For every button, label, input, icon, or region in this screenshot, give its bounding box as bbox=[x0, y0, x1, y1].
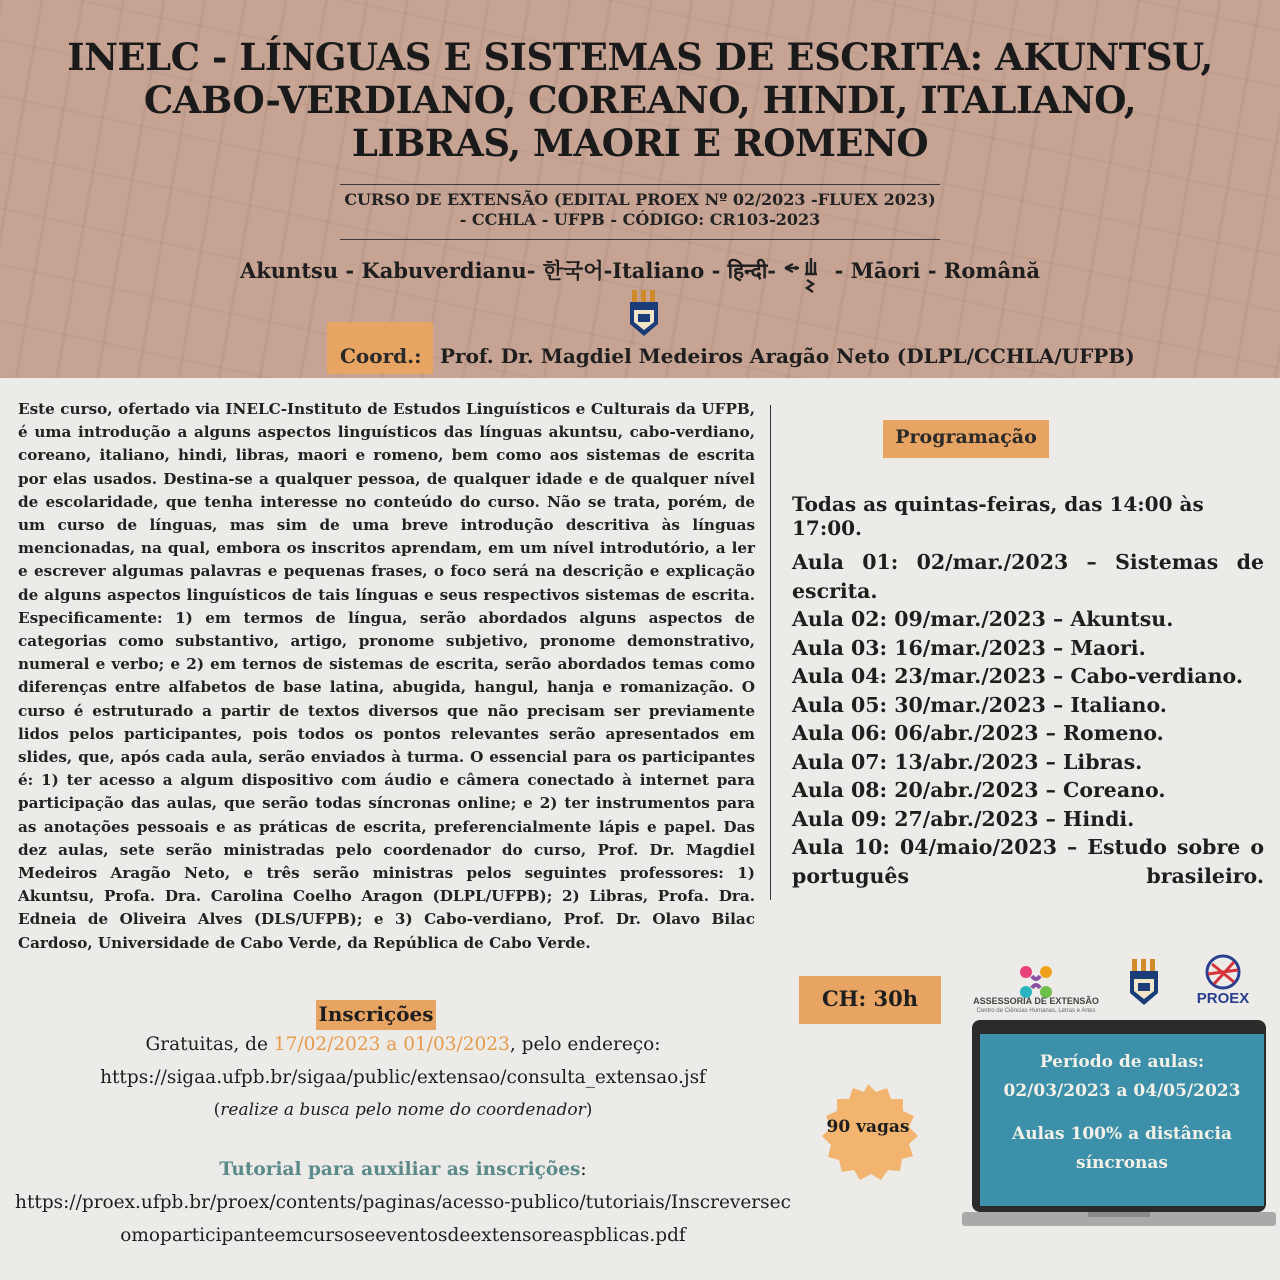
inscricoes-url-link[interactable]: https://sigaa.ufpb.br/sigaa/public/extensao/consulta_extensao.jsf bbox=[100, 1067, 706, 1088]
coordinator-name: Prof. Dr. Magdiel Medeiros Aragão Neto (DLPL/CCHLA/UFPB) bbox=[440, 344, 1135, 368]
schedule-item: Aula 06: 06/abr./2023 – Romeno. bbox=[792, 721, 1164, 745]
languages-last: - Māori - Română bbox=[827, 258, 1041, 283]
ch-badge: CH: 30h bbox=[799, 976, 941, 1024]
tutorial-heading-line bbox=[10, 1153, 796, 1186]
inscricoes-heading: Inscrições bbox=[316, 1000, 436, 1030]
ufpb-crest-small-icon bbox=[1128, 958, 1160, 1008]
laptop-screen bbox=[980, 1034, 1264, 1206]
page-title: INELC - LÍNGUAS E SISTEMAS DE ESCRITA: AKUNTSU, CABO-VERDIANO, COREANO, HINDI, ITALIANO, LIBRAS, MAORI E ROMENO bbox=[67, 35, 1213, 165]
proex-logo-icon bbox=[1198, 954, 1248, 994]
schedule-item: Aula 02: 09/mar./2023 – Akuntsu. bbox=[792, 607, 1174, 631]
inscricoes-dates: 17/02/2023 a 01/03/2023 bbox=[273, 1034, 510, 1055]
schedule-item: Aula 05: 30/mar./2023 – Italiano. bbox=[792, 692, 1167, 717]
course-subtitle: CURSO DE EXTENSÃO (EDITAL PROEX Nº 02/2023 -FLUEX 2023) - CCHLA - UFPB - CÓDIGO: CR103-2023 bbox=[344, 190, 936, 229]
column-divider bbox=[770, 405, 771, 900]
inscricoes-block bbox=[10, 1028, 796, 1127]
vagas-label: 90 vagas bbox=[826, 1117, 910, 1137]
coord-label: Coord.: bbox=[340, 344, 422, 368]
schedule-item: Aula 01: 02/mar./2023 – Sistemas de escrita. bbox=[792, 550, 1264, 603]
inscricoes-period-line bbox=[10, 1028, 796, 1061]
ufpb-crest-icon bbox=[628, 290, 660, 338]
hint-close: ) bbox=[585, 1100, 593, 1120]
schedule-item: Aula 03: 16/mar./2023 – Maori. bbox=[792, 635, 1146, 660]
modalidade-line-2: síncronas bbox=[1076, 1153, 1168, 1173]
inscricoes-prefix: Gratuitas, de bbox=[145, 1034, 274, 1055]
inscricoes-hint bbox=[10, 1094, 796, 1127]
subtitle-bottom-rule bbox=[340, 239, 940, 240]
hint-text: realize a busca pelo nome do coordenador bbox=[220, 1100, 586, 1120]
schedule-item: Aula 09: 27/abr./2023 – Hindi. bbox=[792, 806, 1135, 831]
inscricoes-suffix: , pelo endereço: bbox=[509, 1034, 661, 1055]
schedule-item: Aula 08: 20/abr./2023 – Coreano. bbox=[792, 778, 1166, 802]
schedule-intro: Todas as quintas-feiras, das 14:00 às 17:00. bbox=[792, 492, 1204, 540]
schedule-item: Aula 07: 13/abr./2023 – Libras. bbox=[792, 749, 1143, 774]
assessoria-subtitle: Centro de Ciências Humanas, Letras e Artes bbox=[976, 1008, 1096, 1014]
proex-label: PROEX bbox=[1196, 990, 1250, 1007]
tutorial-label: Tutorial para auxiliar as inscrições bbox=[219, 1159, 581, 1180]
hint-open: ( bbox=[213, 1100, 221, 1120]
course-description: Este curso, ofertado via INELC-Instituto de Estudos Linguísticos e Culturais da UFPB, é uma introdução a alguns aspectos linguísticos das línguas akuntsu, cabo-verdiano, coreano, italiano, hindi, libras, maori e romeno, bem como aos sistemas de escrita por elas usados. Destina-se a qualquer pessoa, de qualquer idade e de qualquer nível de escolaridade, que tenha interesse no conteúdo do curso. Não se trata, porém, de um curso de línguas, mas sim de uma breve introdução descritiva às línguas mencionadas, na qual, embora os inscritos aprendam, em um nível introdutório, a ler e escrever algumas palavras e pequenas frases, o foco será na descrição e explicação de alguns aspectos linguísticos de tais línguas e seus respectivos sistemas de escrita. Especificamente: 1) em termos de língua, serão abordados alguns aspectos de categorias como substantivo, artigo, pronome subjetivo, pronome demonstrativo, numeral e verbo; e 2) em ternos de sistemas de escrita, serão abordados temas como diferenças entre alfabetos de base latina, abugida, hangul, hanja e romanização. O curso é estruturado a partir de textos diversos que não precisam ser previamente lidos pelos participantes, pois todos os pontos relevantes serão apresentados em slides, que, após cada aula, serão enviados à turma. O essencial para os participantes é: 1) ter acesso a algum dispositivo com áudio e câmera conectado à internet para participação das aulas, que serão todas síncronas online; e 2) ter instrumentos para as anotações pessoais e as práticas de escrita, preferencialmente lápis e papel. Das dez aulas, sete serão ministradas pelo coordenador do curso, Prof. Dr. Magdiel Medeiros Aragão Neto, e três serão ministras pelos seguintes professores: 1) Akuntsu, Profa. Dra. Carolina Coelho Aragon (DLPL/UFPB); 2) Libras, Profa. Dra. Edneia de Oliveira Alves (DLS/UFPB); e 3) Cabo-verdiano, Prof. Dr. Olavo Bilac Cardoso, Universidade de Cabo Verde, da República de Cabo Verde. bbox=[18, 400, 755, 952]
assessoria-title: ASSESSORIA DE EXTENSÃO bbox=[973, 996, 1099, 1006]
periodo-label: Período de aulas: bbox=[1039, 1052, 1205, 1072]
periodo-range: 02/03/2023 a 04/05/2023 bbox=[1003, 1081, 1241, 1101]
languages-first: Akuntsu - Kabuverdianu- 한국어-Italiano - हिन्दी- bbox=[239, 258, 784, 283]
subtitle-top-rule bbox=[340, 184, 940, 185]
schedule-item: Aula 10: 04/maio/2023 – Estudo sobre o português brasileiro. bbox=[792, 835, 1264, 888]
schedule-list bbox=[792, 548, 1264, 890]
tutorial-colon: : bbox=[580, 1159, 587, 1180]
tutorial-block bbox=[10, 1153, 796, 1252]
tutorial-url-link[interactable]: https://proex.ufpb.br/proex/contents/paginas/acesso-publico/tutoriais/Inscreversecomoparticipanteemcursoseeventosdeextensoreaspblicas.pdf bbox=[15, 1192, 791, 1246]
signwriting-libras-icon bbox=[783, 256, 827, 296]
schedule-item: Aula 04: 23/mar./2023 – Cabo-verdiano. bbox=[792, 664, 1243, 688]
header-banner bbox=[0, 0, 1280, 378]
modalidade-line-1: Aulas 100% a distância bbox=[1012, 1124, 1232, 1144]
programacao-heading: Programação bbox=[883, 420, 1049, 458]
